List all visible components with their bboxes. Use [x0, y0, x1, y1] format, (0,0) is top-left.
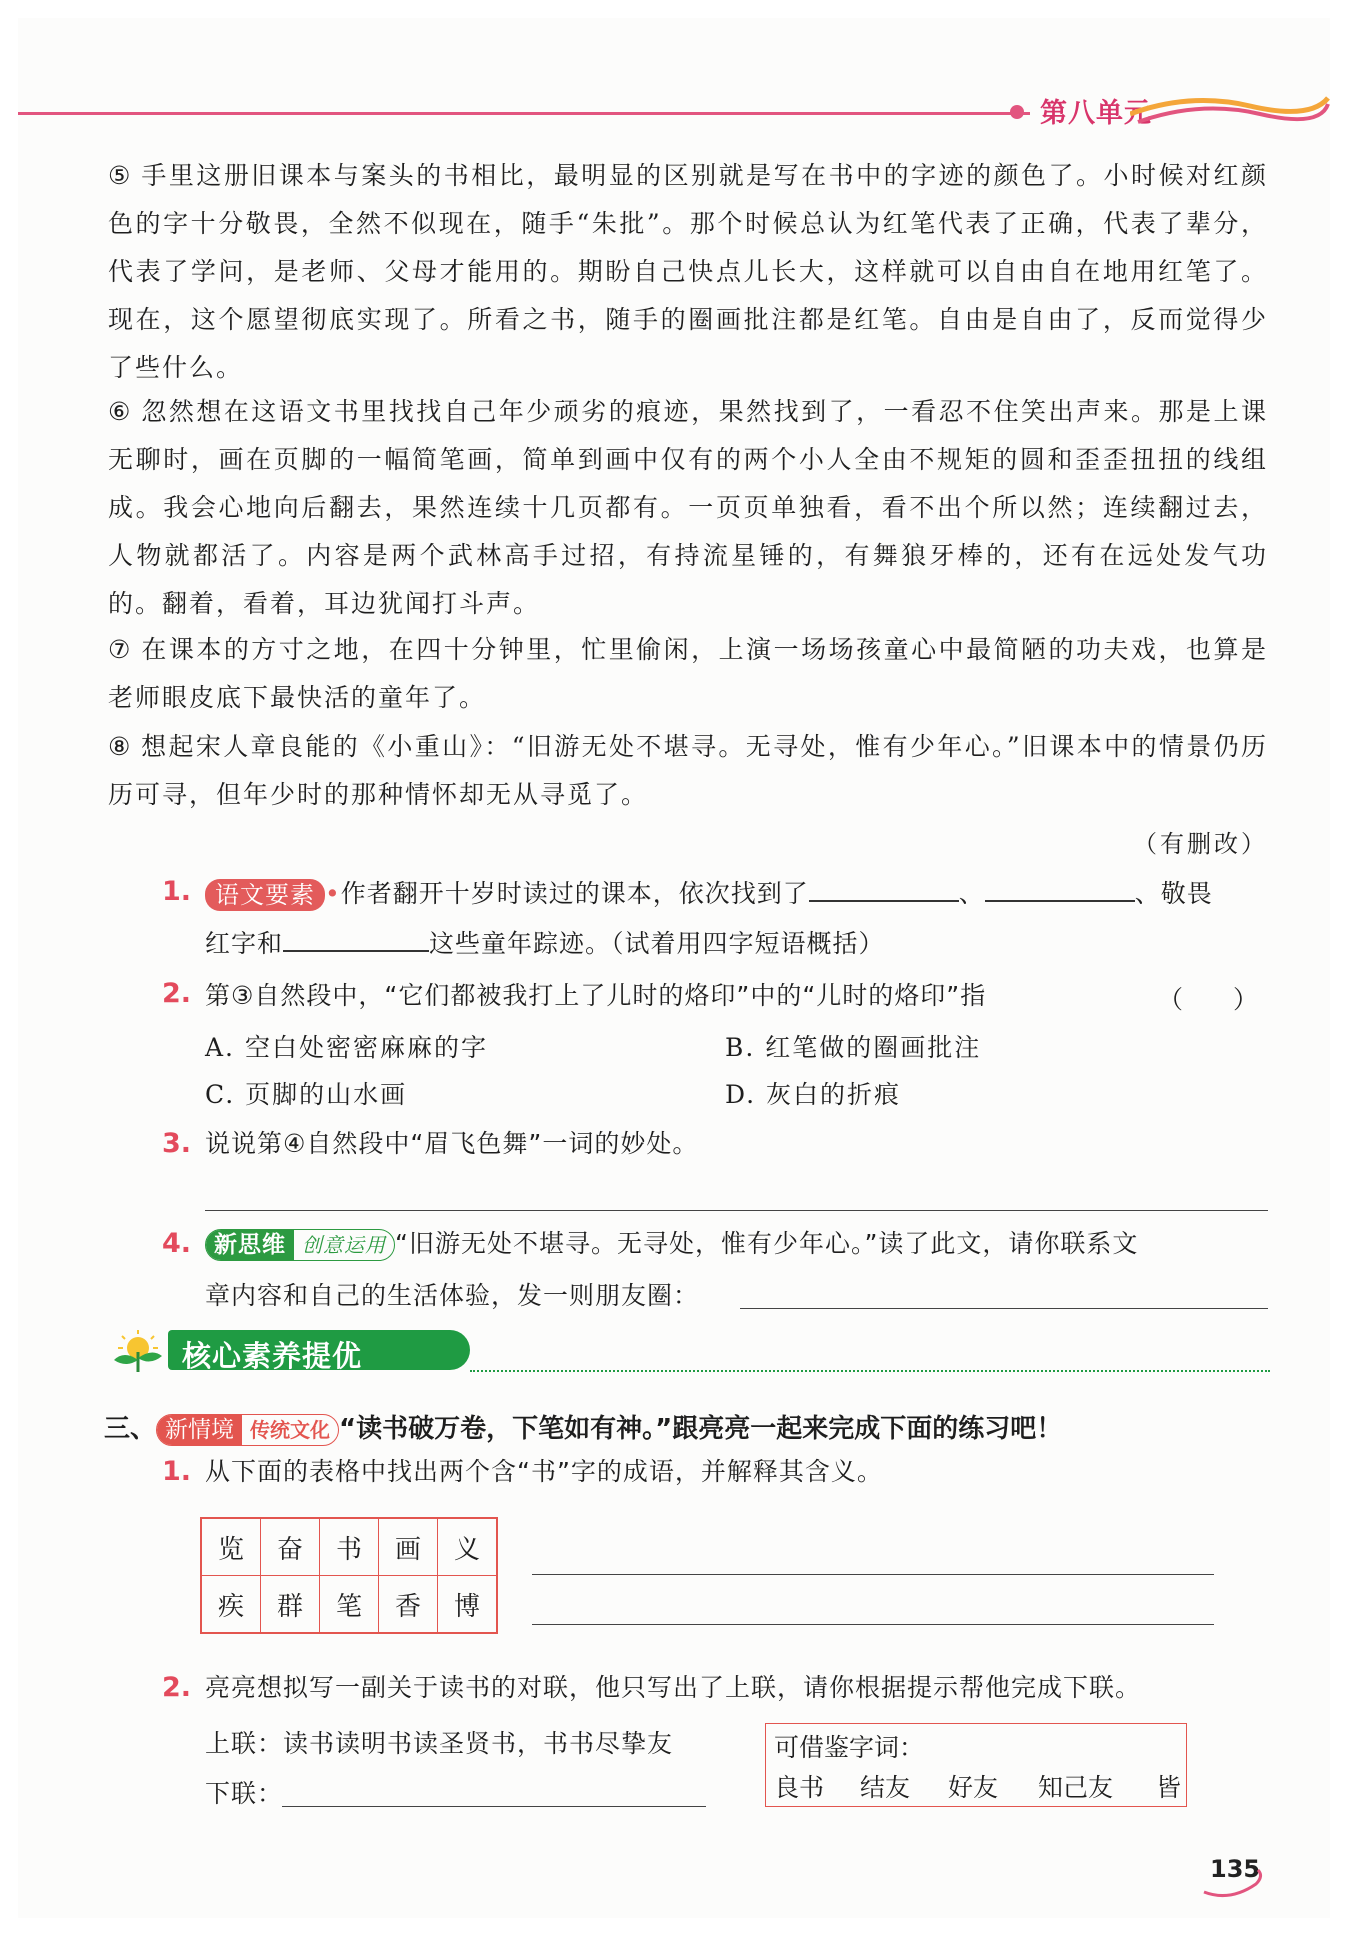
part-3-instruction: “读书破万卷，下笔如有神。”跟亮亮一起来完成下面的练习吧！: [339, 1414, 1063, 1444]
question-1-text2: 红字和: [205, 929, 284, 958]
question-2-text: 第③自然段中，“它们都被我打上了儿时的烙印”中的“儿时的烙印”指: [205, 981, 987, 1010]
question-1-line1: [205, 876, 1213, 911]
table-cell[interactable]: 香: [379, 1576, 438, 1634]
question-4-text: “旧游无处不堪寻。无寻处，惟有少年心。”读了此文，请你联系文: [395, 1229, 1139, 1258]
header-rule: [18, 112, 1030, 115]
question-1-separator: 、: [958, 879, 985, 908]
tag-new-situation: [156, 1414, 339, 1446]
character-table: [200, 1517, 498, 1634]
page-number: 135: [1210, 1855, 1261, 1883]
table-cell[interactable]: 博: [438, 1576, 498, 1634]
couplet-lower-label: 下联：: [205, 1779, 284, 1808]
tag-creative-label: 创意运用: [302, 1233, 386, 1257]
question-1-number: 1.: [162, 876, 192, 907]
question-3-text: 说说第④自然段中“眉飞色舞”一词的妙处。: [205, 1129, 699, 1158]
answer-line-q4[interactable]: [740, 1308, 1268, 1309]
answer-line-idiom-1[interactable]: [532, 1574, 1214, 1575]
tag-new-thinking-label: 新思维: [206, 1230, 294, 1260]
credit-note: （有删改）: [1133, 830, 1268, 858]
paragraph-8: ⑧ 想起宋人章良能的《小重山》：“旧游无处不堪寻。无寻处，惟有少年心。”旧课本中的情景仍历历可寻，但年少时的那种情怀却无从寻觅了。: [108, 732, 1268, 809]
header-dot-icon: [1010, 105, 1024, 119]
table-cell[interactable]: 画: [379, 1518, 438, 1576]
part-3-label: 三、: [104, 1414, 157, 1444]
part-3-question-1-text: 从下面的表格中找出两个含“书”字的成语，并解释其含义。: [205, 1457, 883, 1486]
unit-title: 第八单元: [1040, 98, 1152, 129]
question-4-line1: [205, 1228, 1138, 1261]
paragraph-7: ⑦ 在课本的方寸之地，在四十分钟里，忙里偷闲，上演一场场孩童心中最简陋的功夫戏，也算是老师眼皮底下最快活的童年了。: [108, 635, 1268, 712]
section-dotted-rule: [470, 1370, 1270, 1372]
question-1-text: 作者翻开十岁时读过的课本，依次找到了: [340, 879, 809, 908]
question-2-number: 2.: [162, 978, 192, 1009]
part-3-question-2-number: 2.: [162, 1672, 192, 1703]
answer-blank-1[interactable]: [809, 876, 959, 902]
option-d[interactable]: D. 灰白的折痕: [725, 1080, 902, 1109]
table-cell[interactable]: 书: [320, 1518, 379, 1576]
question-4-line2: 章内容和自己的生活体验，发一则朋友圈：: [205, 1281, 700, 1310]
part-3-heading: [104, 1408, 1062, 1446]
tag-new-situation-label: 新情境: [157, 1415, 242, 1445]
tag-yuwen: 语文要素: [205, 879, 325, 911]
table-cell[interactable]: 群: [261, 1576, 320, 1634]
table-cell[interactable]: 览: [201, 1518, 261, 1576]
question-1-text-tail: 、敬畏: [1134, 879, 1213, 908]
option-b[interactable]: B. 红笔做的圈画批注: [725, 1033, 982, 1062]
answer-bracket[interactable]: （ ）: [1157, 985, 1258, 1014]
hint-title: 可借鉴字词：: [774, 1733, 925, 1762]
table-row: [201, 1518, 497, 1576]
table-cell[interactable]: 奋: [261, 1518, 320, 1576]
part-3-question-2-text: 亮亮想拟写一副关于读书的对联，他只写出了上联，请你根据提示帮他完成下联。: [205, 1673, 1142, 1702]
hint-box: [765, 1723, 1187, 1807]
hint-word: 结友: [860, 1773, 911, 1802]
section-title: 核心素养提优: [182, 1339, 363, 1373]
section-banner: [108, 1326, 1268, 1376]
tag-culture-label: 传统文化: [250, 1417, 331, 1442]
sprout-sun-icon: [108, 1326, 168, 1376]
question-4-number: 4.: [162, 1228, 192, 1259]
swoosh-decoration-icon: [1130, 92, 1330, 132]
tag-dot-icon: •: [325, 879, 341, 908]
question-1-line2: [205, 926, 885, 960]
tag-new-thinking: [205, 1229, 395, 1261]
question-1-text3: 这些童年踪迹。（试着用四字短语概括）: [429, 929, 885, 958]
option-a[interactable]: A. 空白处密密麻麻的字: [205, 1033, 488, 1062]
question-3-number: 3.: [162, 1128, 192, 1159]
page-swirl-icon: [1200, 1862, 1270, 1902]
table-cell[interactable]: 疾: [201, 1576, 261, 1634]
table-cell[interactable]: 笔: [320, 1576, 379, 1634]
answer-blank-3[interactable]: [283, 926, 429, 952]
answer-line-q3[interactable]: [205, 1210, 1268, 1211]
hint-word: 知己友: [1038, 1773, 1114, 1802]
table-row: [201, 1576, 497, 1634]
answer-blank-2[interactable]: [985, 876, 1135, 902]
answer-line-couplet[interactable]: [282, 1806, 706, 1807]
table-cell[interactable]: 义: [438, 1518, 498, 1576]
couplet-upper: 上联：读书读明书读圣贤书，书书尽挚友: [205, 1729, 674, 1758]
answer-line-idiom-2[interactable]: [532, 1624, 1214, 1625]
hint-word: 皆: [1156, 1773, 1182, 1802]
paragraph-5: ⑤ 手里这册旧课本与案头的书相比，最明显的区别就是写在书中的字迹的颜色了。小时候对红颜色的字十分敬畏，全然不似现在，随手“朱批”。那个时候总认为红笔代表了正确，代表了辈分，代表了学问，是老师、父母才能用的。期盼自己快点儿长大，这样就可以自由自在地用红笔了。现在，这个愿望彻底实现了。所看之书，随手的圈画批注都是红笔。自由是自由了，反而觉得少了些什么。: [108, 161, 1268, 382]
hint-word: 良书: [774, 1773, 825, 1802]
paragraph-6: ⑥ 忽然想在这语文书里找找自己年少顽劣的痕迹，果然找到了，一看忍不住笑出声来。那是上课无聊时，画在页脚的一幅简笔画，简单到画中仅有的两个小人全由不规矩的圆和歪歪扭扭的线组成。我会心地向后翻去，果然连续十几页都有。一页页单独看，看不出个所以然；连续翻过去，人物就都活了。内容是两个武林高手过招，有持流星锤的，有舞狼牙棒的，还有在远处发气功的。翻着，看着，耳边犹闻打斗声。: [108, 397, 1268, 618]
option-c[interactable]: C. 页脚的山水画: [205, 1080, 408, 1109]
hint-word: 好友: [948, 1773, 999, 1802]
part-3-question-1-number: 1.: [162, 1456, 192, 1487]
